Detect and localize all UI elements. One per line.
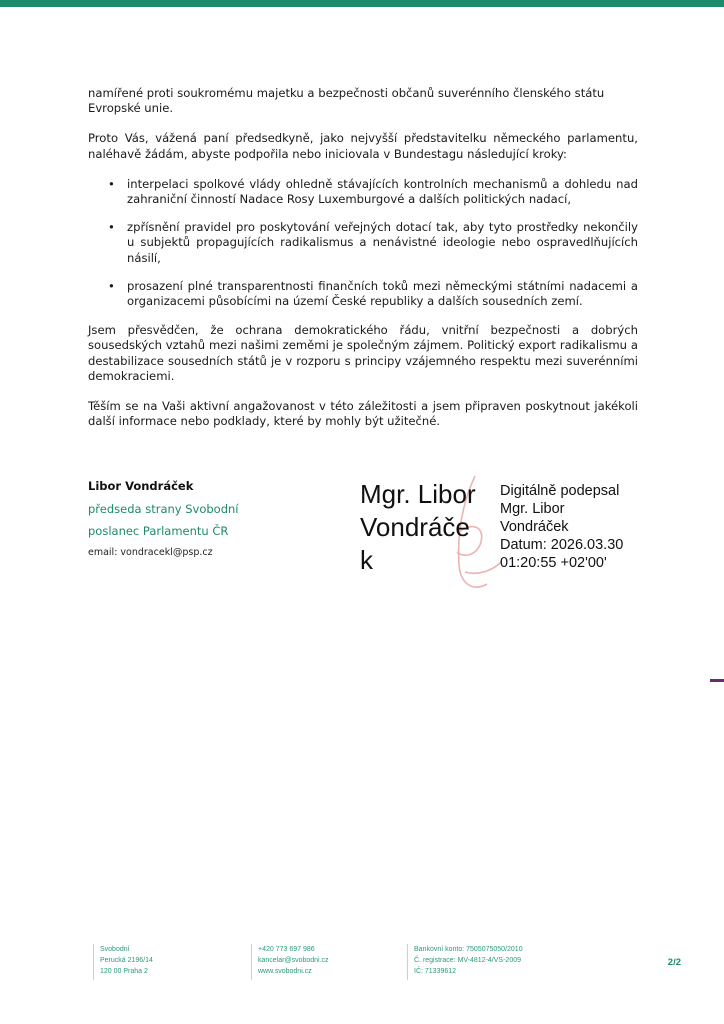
paragraph-conviction: Jsem přesvědčen, že ochrana demokratického řádu, vnitřní bezpečnosti a dobrých sousedských vztahů mezi našimi zeměmi je společným zájmem. Politický export radikalismu a destabilizace sousedních států je v rozporu s principy vzájemného respektu mezi suverénními demokraciemi.	[88, 323, 638, 383]
request-list	[88, 177, 638, 309]
list-item	[88, 220, 638, 266]
list-item-text: prosazení plné transparentnosti finančních toků mezi německými státními nadacemi a organizacemi působícími na území České republiky a dalších sousedních zemí.	[127, 278, 638, 309]
footer-registration	[407, 944, 523, 980]
paragraph-continuation: namířené proti soukromému majetku a bezpečnosti občanů suverénního členského státu Evropské unie.	[88, 86, 605, 116]
footer-email: kancelar@svobodni.cz	[258, 957, 329, 964]
signature-detail-line: Digitálně podepsal	[500, 483, 620, 499]
bullet-icon: •	[108, 220, 115, 235]
paragraph-request: Proto Vás, vážená paní předsedkyně, jako nejvyšší představitelku německého parlamentu, naléhavě žádám, abyste podpořila nebo iniciovala v Bundestagu následující kroky:	[88, 131, 638, 161]
list-item-text: zpřísnění pravidel pro poskytování veřejných dotací tak, aby tyto prostředky nekončily u subjektů propagujících radikalismus a nenávistné ideologie nebo ospravedlňujících násilí,	[127, 220, 638, 265]
footer-line: Perucká 2196/14	[100, 957, 153, 964]
paragraph-closing: Těším se na Vaši aktivní angažovanost v této záležitosti a jsem připraven poskytnout jakékoli další informace nebo podklady, které by mohly být užitečné.	[88, 399, 638, 429]
footer-contact	[251, 944, 329, 980]
signature-large-name	[360, 478, 500, 577]
signature-block	[88, 479, 308, 558]
signature-large-line: k	[360, 545, 373, 575]
signature-details	[500, 482, 650, 572]
footer-address	[93, 944, 153, 980]
page-footer	[0, 944, 724, 984]
signatory-role-party: předseda strany Svobodní	[88, 502, 239, 516]
footer-line: Svobodní	[100, 946, 130, 953]
list-item-text: interpelaci spolkové vlády ohledně stávajících kontrolních mechanismů a dohledu nad zahraniční činností Nadace Rosy Luxemburgové a dalších politických nadací,	[127, 176, 638, 207]
footer-website: www.svobodni.cz	[258, 968, 312, 975]
footer-line: Bankovní konto: 7505075050/2010	[414, 946, 523, 953]
bullet-icon: •	[108, 176, 115, 191]
signature-large-line: Mgr. Libor	[360, 479, 476, 509]
bullet-icon: •	[108, 278, 115, 293]
signatory-name: Libor Vondráček	[88, 479, 194, 493]
footer-line: Č. registrace: MV-4812-4/VS-2009	[414, 957, 521, 964]
signatory-role-parliament: poslanec Parlamentu ČR	[88, 524, 229, 538]
header-bar	[0, 0, 724, 7]
list-item	[88, 177, 638, 207]
digital-signature	[360, 478, 650, 598]
signature-detail-line: Vondráček	[500, 519, 569, 535]
footer-line: IČ: 71339612	[414, 968, 457, 975]
signature-time: 01:20:55 +02'00'	[500, 555, 607, 571]
list-item	[88, 279, 638, 309]
footer-line: 120 00 Praha 2	[100, 968, 148, 975]
signature-date: Datum: 2026.03.30	[500, 537, 624, 553]
page-number: 2/2	[667, 957, 681, 968]
footer-phone: +420 773 697 986	[258, 946, 315, 953]
margin-mark	[710, 679, 724, 682]
letter-body	[88, 86, 638, 444]
signature-large-line: Vondráče	[360, 512, 470, 542]
signatory-email: email: vondracekl@psp.cz	[88, 547, 213, 558]
signature-detail-line: Mgr. Libor	[500, 501, 565, 517]
